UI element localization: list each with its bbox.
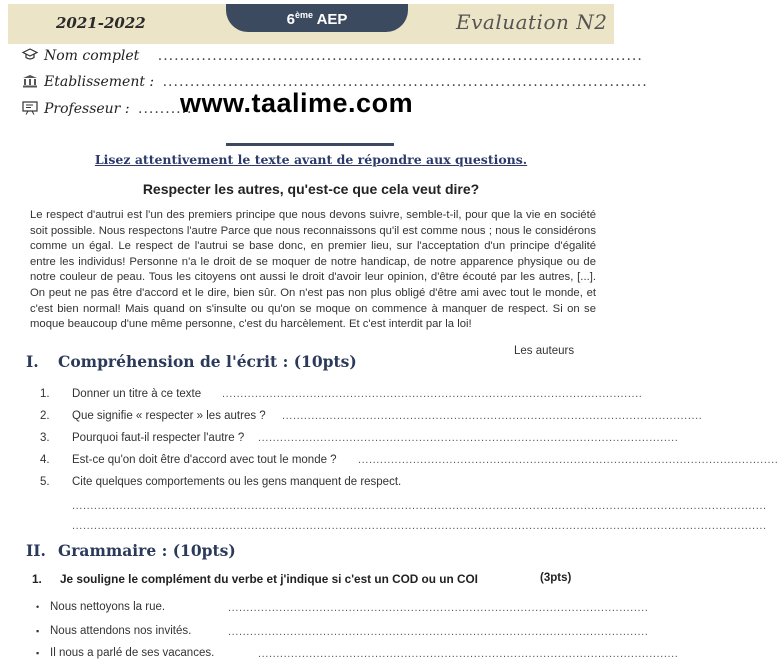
name-row bbox=[22, 48, 643, 64]
grammar-item-text: Nous nettoyons la rue. bbox=[50, 601, 166, 613]
answer-line-3[interactable]: ................................................................................................................... bbox=[258, 432, 679, 444]
section-comprehension-title bbox=[26, 352, 357, 371]
level-suffix: AEP bbox=[312, 11, 348, 28]
teacher-board-icon bbox=[22, 101, 38, 115]
answer-line-5a[interactable]: .............................................................................................................................................................................................. bbox=[72, 500, 767, 512]
grammar-item bbox=[36, 625, 191, 637]
question-number: 5. bbox=[40, 476, 50, 488]
reading-passage: Le respect d'autrui est l'un des premiers principe que nous devons suivre, semble-t-il, pour que la vie en société soit possible. Nous respectons l'autre Parce que nous reconnaissons qu'il est comme nous ; nous le considérons comme un égal. Le respect de l'autrui se base donc, en premier lieu, sur l'acceptation d'un principe d'égalité entre les individus! Personne n'a le droit de se moquer de notre handicap, de notre apparence physique ou de notre couleur de peau. Tous les citoyens ont aussi le droit d'avoir leur opinion, d'être écouté par les autres, [...]. On peut ne pas être d'accord et le dire, bien sûr. On n'est pas non plus obligé d'être ami avec tout le monde, et c'est bien normal! Mais quand on s'insulte ou qu'on se moque on commence à manquer de respect. Si on se moque beaucoup d'une même personne, c'est du harcèlement. Et c'est interdit par la loi! bbox=[30, 209, 596, 331]
level-number: 6 bbox=[286, 11, 295, 28]
graduation-cap-icon bbox=[22, 48, 38, 62]
bullet-icon: ▪ bbox=[36, 648, 40, 658]
school-field[interactable]: ......................................................................................... bbox=[162, 74, 648, 90]
question-2 bbox=[40, 410, 266, 422]
question-text: Je souligne le complément du verbe et j'indique si c'est un COD ou un COI bbox=[60, 572, 478, 586]
evaluation-title: Evaluation N2 bbox=[456, 10, 608, 34]
text-title: Respecter les autres, qu'est-ce que cela veut dire? bbox=[142, 181, 480, 197]
answer-line-5b[interactable]: .............................................................................................................................................................................................. bbox=[72, 520, 767, 532]
school-label: Etablissement : bbox=[44, 74, 155, 90]
section-title-text: Compréhension de l'écrit : (10pts) bbox=[58, 352, 357, 371]
section-number: II. bbox=[26, 541, 46, 560]
grammar-answer-line-3[interactable]: ................................................................................................................... bbox=[258, 648, 679, 660]
question-1 bbox=[40, 388, 201, 400]
grammar-answer-line-2[interactable]: ................................................................................................................... bbox=[228, 626, 649, 638]
grammar-item-text: Nous attendons nos invités. bbox=[50, 625, 192, 637]
teacher-label: Professeur : bbox=[44, 101, 130, 117]
answer-line-2[interactable]: ................................................................................................................... bbox=[282, 410, 703, 422]
level-superscript: ème bbox=[294, 10, 313, 20]
question-text: Cite quelques comportements ou les gens manquent de respect. bbox=[72, 476, 402, 488]
school-year: 2021-2022 bbox=[56, 14, 146, 32]
question-4 bbox=[40, 454, 337, 466]
section-title-text: Grammaire : (10pts) bbox=[58, 541, 236, 560]
question-number: 2. bbox=[40, 410, 50, 422]
watermark: www.taalime.com bbox=[180, 88, 414, 118]
question-text: Est-ce qu'on doit être d'accord avec tout le monde ? bbox=[72, 454, 337, 466]
question-points: (3pts) bbox=[540, 572, 572, 584]
question-text: Pourquoi faut-il respecter l'autre ? bbox=[72, 432, 245, 444]
level-tab bbox=[226, 4, 408, 32]
bullet-icon: ▪ bbox=[36, 626, 40, 636]
name-label: Nom complet bbox=[44, 48, 140, 64]
question-number: 1. bbox=[40, 388, 50, 400]
answer-line-4[interactable]: ................................................................................................................... bbox=[358, 454, 778, 466]
question-5 bbox=[40, 476, 401, 488]
question-3 bbox=[40, 432, 244, 444]
authors: Les auteurs bbox=[514, 345, 575, 357]
grammar-item bbox=[36, 601, 165, 613]
section-grammar-title bbox=[26, 541, 236, 560]
grammar-item bbox=[36, 647, 214, 659]
teacher-field[interactable]: .......... bbox=[138, 101, 193, 117]
grammar-question-1 bbox=[32, 572, 478, 586]
header-band bbox=[8, 4, 614, 44]
question-number: 4. bbox=[40, 454, 50, 466]
answer-line-1[interactable]: ................................................................................................................... bbox=[222, 388, 643, 400]
question-text: Que signifie « respecter » les autres ? bbox=[72, 410, 266, 422]
question-text: Donner un titre à ce texte bbox=[72, 388, 202, 400]
instruction: Lisez attentivement le texte avant de répondre aux questions. bbox=[94, 152, 528, 167]
divider bbox=[226, 143, 394, 146]
section-number: I. bbox=[26, 352, 39, 371]
building-icon bbox=[22, 74, 38, 88]
teacher-row bbox=[22, 101, 193, 117]
name-field[interactable]: ......................................................................................... bbox=[157, 48, 643, 64]
bullet-icon: • bbox=[36, 602, 40, 612]
grammar-answer-line-1[interactable]: ................................................................................................................... bbox=[228, 602, 649, 614]
question-number: 1. bbox=[32, 572, 42, 586]
grammar-item-text: Il nous a parlé de ses vacances. bbox=[50, 647, 215, 659]
question-number: 3. bbox=[40, 432, 50, 444]
